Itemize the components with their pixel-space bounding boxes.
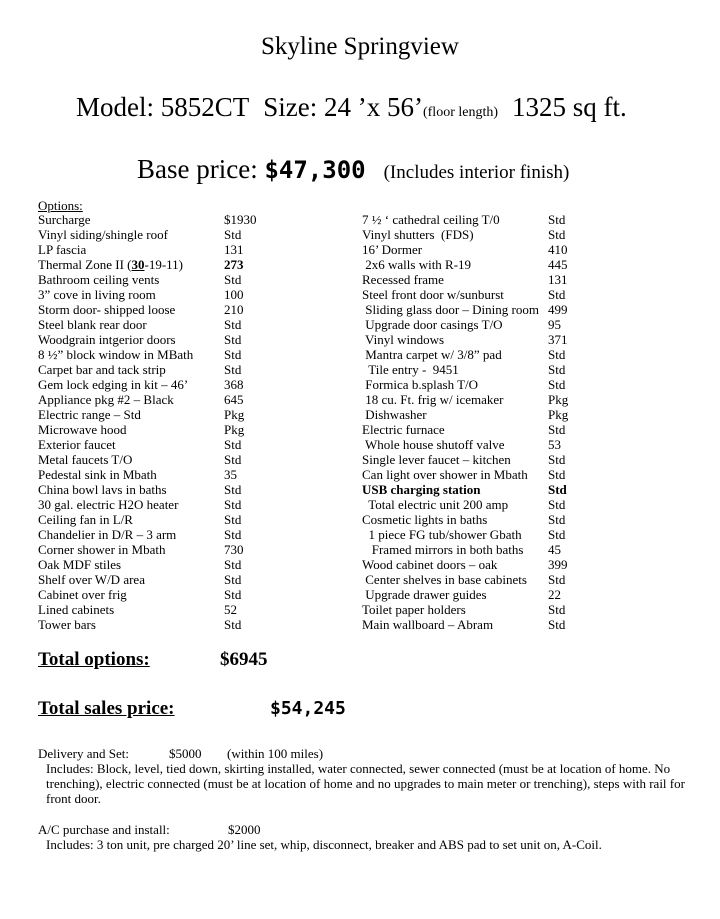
option-value: Std [548, 377, 566, 392]
option-value: 53 [548, 437, 561, 452]
option-label: Recessed frame [362, 272, 444, 287]
option-label: Corner shower in Mbath [38, 542, 166, 557]
option-value: Std [224, 227, 242, 242]
option-value: 371 [548, 332, 568, 347]
option-value: 210 [224, 302, 244, 317]
option-value: Std [548, 452, 566, 467]
option-value: Std [224, 587, 242, 602]
option-label: Electric range – Std [38, 407, 141, 422]
options-heading: Options: [38, 198, 83, 213]
delivery-includes: Includes: Block, level, tied down, skirting installed, water connected, sewer connected (must be at location of home. No trenching), electric connected (must be at location of home and no upgrades to main meter or trenching), steps with rail for front door. [46, 761, 685, 806]
option-label: Vinyl shutters (FDS) [362, 227, 474, 242]
ac-label: A/C purchase and install: [38, 822, 170, 837]
delivery-note: (within 100 miles) [227, 746, 324, 761]
square-footage: 1325 sq ft. [512, 92, 627, 122]
option-value: Std [548, 347, 566, 362]
option-label: Gem lock edging in kit – 46’ [38, 377, 189, 392]
option-label: Cabinet over frig [38, 587, 127, 602]
option-value: Std [548, 497, 566, 512]
total-sales-value: $54,245 [270, 698, 346, 719]
option-value: Std [548, 212, 566, 227]
option-label: Wood cabinet doors – oak [362, 557, 498, 572]
option-value: Std [224, 332, 242, 347]
total-sales-price [38, 697, 346, 721]
option-label: Surcharge [38, 212, 91, 227]
option-value: Std [224, 437, 242, 452]
option-value: Std [548, 287, 566, 302]
option-value: 273 [224, 257, 244, 272]
option-value: Std [548, 572, 566, 587]
option-value: Std [224, 557, 242, 572]
option-label: Sliding glass door – Dining room [362, 302, 539, 317]
base-price-amount: $47,300 [264, 156, 366, 184]
delivery-section [38, 746, 698, 806]
option-label: Pedestal sink in Mbath [38, 467, 157, 482]
option-label: Lined cabinets [38, 602, 115, 617]
option-value: 645 [224, 392, 244, 407]
option-value: Pkg [224, 407, 245, 422]
option-value: Std [224, 317, 242, 332]
option-value: Std [548, 422, 566, 437]
ac-price: $2000 [228, 822, 261, 837]
option-label: Vinyl siding/shingle roof [38, 227, 168, 242]
option-value: Pkg [548, 392, 569, 407]
ac-section [38, 822, 698, 852]
option-value: Std [224, 572, 242, 587]
base-price-label: Base price: [137, 154, 258, 184]
option-label: Chandelier in D/R – 3 arm [38, 527, 177, 542]
delivery-label: Delivery and Set: [38, 746, 129, 761]
option-value: Std [548, 527, 566, 542]
model-line [76, 89, 627, 131]
option-label: Vinyl windows [362, 332, 445, 347]
option-label: Center shelves in base cabinets [362, 572, 527, 587]
option-label: Main wallboard – Abram [362, 617, 494, 632]
option-value: Std [548, 467, 566, 482]
option-value: 410 [548, 242, 568, 257]
option-value: 445 [548, 257, 568, 272]
option-label: 18 cu. Ft. frig w/ icemaker [362, 392, 504, 407]
option-value: Std [548, 227, 566, 242]
option-label: LP fascia [38, 242, 87, 257]
option-value: Std [548, 602, 566, 617]
option-label: 1 piece FG tub/shower Gbath [362, 527, 522, 542]
option-label: Formica b.splash T/O [362, 377, 479, 392]
base-price-line [137, 151, 569, 191]
option-label: China bowl lavs in baths [38, 482, 167, 497]
option-label: Storm door- shipped loose [38, 302, 176, 317]
option-value: 45 [548, 542, 561, 557]
option-value: Std [224, 527, 242, 542]
option-label: Upgrade door casings T/O [362, 317, 503, 332]
option-label: Exterior faucet [38, 437, 116, 452]
option-label: Whole house shutoff valve [362, 437, 505, 452]
size-label: Size: 24 ’x 56’ [263, 92, 423, 122]
option-value: 499 [548, 302, 568, 317]
size-note: (floor length) [422, 105, 499, 120]
document-title: Skyline Springview [261, 33, 459, 60]
option-label: Microwave hood [38, 422, 127, 437]
option-value: Std [548, 362, 566, 377]
option-value: Pkg [548, 407, 569, 422]
base-price-note: (Includes interior finish) [383, 162, 570, 183]
option-label: Shelf over W/D area [38, 572, 145, 587]
option-label: 2x6 walls with R-19 [362, 257, 472, 272]
option-label: Cosmetic lights in baths [362, 512, 488, 527]
total-options [38, 648, 268, 672]
option-value: Std [224, 347, 242, 362]
option-label: 3” cove in living room [38, 287, 156, 302]
option-label: Ceiling fan in L/R [38, 512, 133, 527]
option-value: Std [224, 482, 242, 497]
option-label: Woodgrain intgerior doors [38, 332, 176, 347]
option-value: 131 [224, 242, 244, 257]
option-value: 35 [224, 467, 237, 482]
option-label: Toilet paper holders [362, 602, 466, 617]
option-label: Metal faucets T/O [38, 452, 133, 467]
option-label: Total electric unit 200 amp [362, 497, 509, 512]
option-value: 52 [224, 602, 237, 617]
model-label: Model: 5852CT [76, 92, 250, 122]
option-label: Framed mirrors in both baths [362, 542, 524, 557]
option-label: Electric furnace [362, 422, 445, 437]
option-label: 8 ½” block window in MBath [38, 347, 194, 362]
option-value: Std [224, 452, 242, 467]
option-value: Std [548, 512, 566, 527]
option-label: Mantra carpet w/ 3/8” pad [362, 347, 502, 362]
total-options-label: Total options: [38, 649, 150, 670]
option-value: Std [224, 617, 242, 632]
option-value: Std [548, 482, 567, 497]
option-label: Dishwasher [362, 407, 427, 422]
option-value: Std [224, 362, 242, 377]
option-label: Bathroom ceiling vents [38, 272, 160, 287]
option-value: 131 [548, 272, 568, 287]
option-label: Oak MDF stiles [38, 557, 122, 572]
option-label: Thermal Zone II (30-19-11) [38, 257, 183, 272]
option-label: USB charging station [362, 482, 481, 497]
option-value: 730 [224, 542, 244, 557]
option-label: Steel front door w/sunburst [362, 287, 504, 302]
option-label: 30 gal. electric H2O heater [38, 497, 179, 512]
option-value: 22 [548, 587, 561, 602]
option-label: Tile entry - 9451 [362, 362, 459, 377]
option-value: $1930 [224, 212, 257, 227]
option-label: Can light over shower in Mbath [362, 467, 528, 482]
option-value: Std [224, 512, 242, 527]
total-sales-label: Total sales price: [38, 698, 175, 719]
option-value: 95 [548, 317, 561, 332]
option-label: Upgrade drawer guides [362, 587, 487, 602]
option-label: 7 ½ ‘ cathedral ceiling T/0 [362, 212, 500, 227]
option-value: 368 [224, 377, 244, 392]
total-options-value: $6945 [220, 649, 268, 670]
option-label: Tower bars [38, 617, 96, 632]
option-label: Single lever faucet – kitchen [362, 452, 511, 467]
option-value: Std [224, 272, 242, 287]
option-label: 16’ Dormer [362, 242, 423, 257]
option-value: Pkg [224, 422, 245, 437]
option-value: 100 [224, 287, 244, 302]
option-label: Appliance pkg #2 – Black [38, 392, 174, 407]
option-label: Carpet bar and tack strip [38, 362, 166, 377]
ac-includes: Includes: 3 ton unit, pre charged 20’ line set, whip, disconnect, breaker and ABS pad to set unit on, A-Coil. [46, 837, 602, 852]
option-value: Std [548, 617, 566, 632]
option-label: Steel blank rear door [38, 317, 147, 332]
option-value: Std [224, 497, 242, 512]
option-value: 399 [548, 557, 568, 572]
delivery-price: $5000 [169, 746, 202, 761]
